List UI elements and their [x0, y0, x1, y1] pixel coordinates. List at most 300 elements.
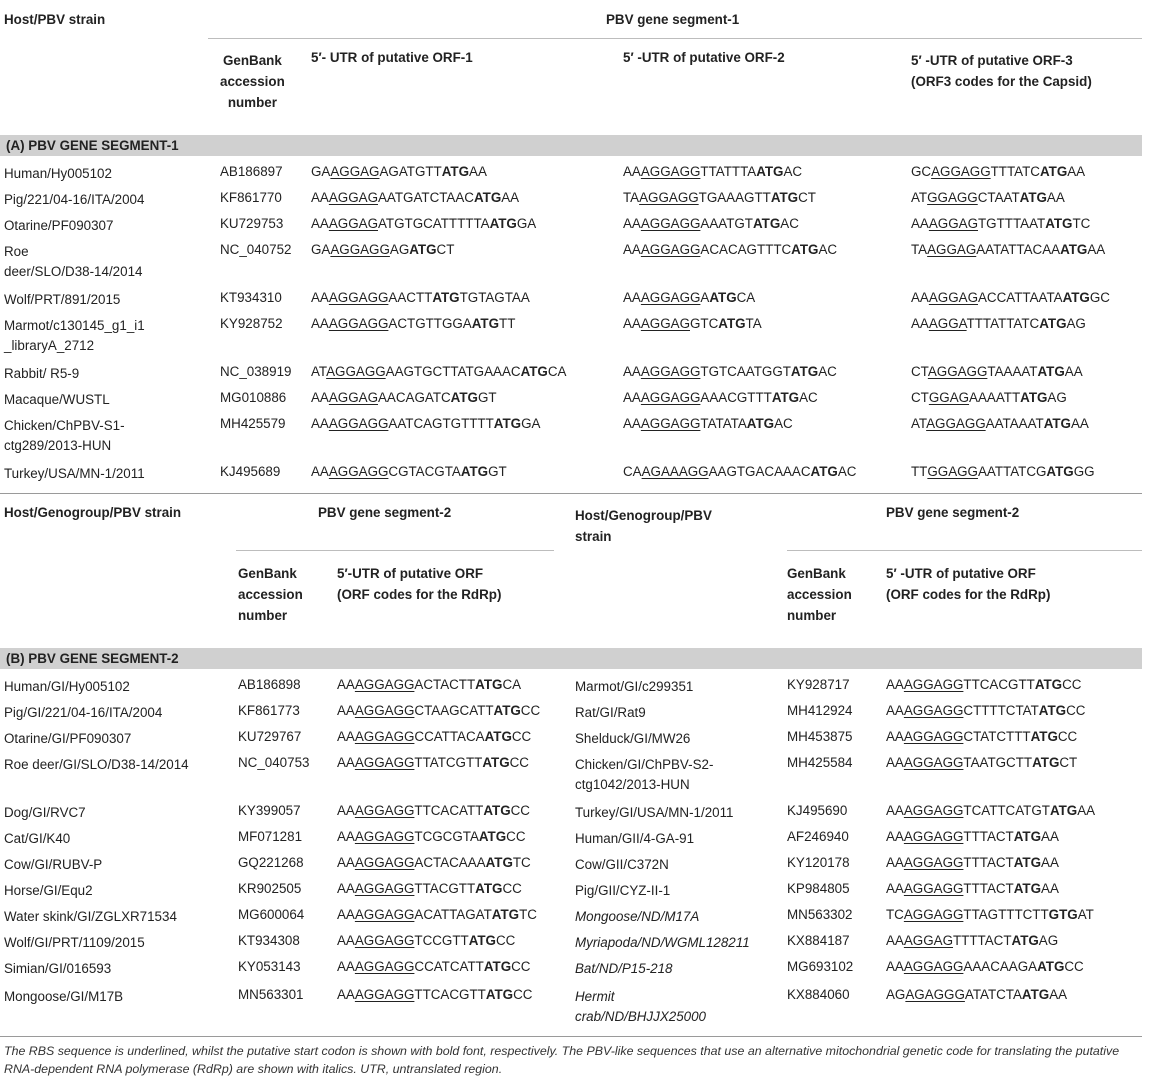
sequence-segment: TGTAGTAA [459, 290, 530, 305]
sequence-segment: CC [513, 987, 533, 1002]
start-codon: ATG [432, 290, 460, 305]
sequence-segment: ACATTAGAT [414, 907, 492, 922]
rbs-motif: AGGAGG [326, 364, 386, 379]
sequence-segment: AA [1087, 242, 1106, 257]
sequence-segment: AA [1064, 364, 1083, 379]
accession-cell: KJ495690 [787, 803, 848, 818]
host-strain-cell [575, 729, 783, 749]
rbs-motif: AGGAGG [903, 881, 964, 896]
sequence-segment: CC [511, 959, 531, 974]
sequence-segment: AA [337, 881, 355, 896]
rdrp-utr-cell [886, 729, 1077, 744]
orf1-utr-cell [311, 464, 507, 479]
orf3-utr-cell [911, 390, 1067, 405]
rdrp-utr-cell [337, 703, 540, 718]
orf1-utr-cell [311, 364, 566, 379]
sequence-segment: AC [818, 364, 837, 379]
host-line: Rabbit/ R5-9 [4, 366, 80, 381]
sequence-segment: AA [623, 364, 641, 379]
sequence-segment: CC [1062, 677, 1082, 692]
orf2-header: 5′ -UTR of putative ORF-2 [623, 50, 785, 65]
host-strain-cell [575, 677, 783, 697]
start-codon: ATG [409, 242, 437, 257]
rbs-motif: AGGA [928, 316, 967, 331]
orf2-utr-cell [623, 290, 755, 305]
host-line: Simian/GI/016593 [4, 961, 112, 976]
sequence-segment: AT [911, 416, 927, 431]
host-strain-cell [4, 729, 234, 749]
orf3-utr-cell [911, 216, 1090, 231]
accession-cell: KX884187 [787, 933, 850, 948]
sequence-segment: TTTATC [990, 164, 1040, 179]
start-codon: ATG [450, 390, 478, 405]
orf3-utr-cell [911, 364, 1083, 379]
host-strain-cell [4, 703, 234, 723]
host-strain-cell [4, 290, 204, 310]
start-codon: ATG [1011, 933, 1039, 948]
sequence-segment: GA [311, 164, 331, 179]
sequence-segment: GTC [690, 316, 719, 331]
sequence-segment: TTATTTA [700, 164, 757, 179]
accession-cell: NC_038919 [220, 364, 292, 379]
sequence-segment: TGTCAATGGT [700, 364, 791, 379]
host-strain-cell [4, 855, 234, 875]
sequence-segment: TAATGCTT [963, 755, 1033, 770]
sequence-segment: AA [623, 416, 641, 431]
host-strain-cell [575, 855, 783, 875]
start-codon: ATG [771, 390, 800, 405]
rbs-motif: AGGAGG [903, 755, 964, 770]
accession-cell: KF861770 [220, 190, 282, 205]
sequence-segment: AAACGTTT [700, 390, 772, 405]
start-codon: ATG [810, 464, 838, 479]
sequence-segment: TCATTCATGT [963, 803, 1050, 818]
host-strain-cell [4, 364, 204, 384]
sequence-segment: AA [1046, 190, 1065, 205]
sequence-segment: CGTACGTA [388, 464, 461, 479]
rbs-motif: AGGAGG [354, 829, 415, 844]
host-strain-cell [4, 242, 204, 282]
sequence-segment: AA [1041, 881, 1059, 896]
host-strain-cell [4, 829, 234, 849]
sequence-segment: TGTTTAAT [978, 216, 1046, 231]
start-codon: ATG [1046, 464, 1074, 479]
orf1-utr-cell [311, 290, 530, 305]
accession-cell: KY399057 [238, 803, 301, 818]
sequence-segment: AATAAAT [985, 416, 1044, 431]
accession-cell: AB186897 [220, 164, 283, 179]
start-codon: ATG [790, 364, 819, 379]
host-line: _libraryA_2712 [4, 338, 95, 353]
rbs-motif: AGGAG [927, 242, 977, 257]
sequence-segment: AA [311, 416, 329, 431]
sequence-segment: CCATTACA [414, 729, 485, 744]
accession-cell: MG600064 [238, 907, 305, 922]
start-codon: ATG [1019, 190, 1047, 205]
sequence-segment: TA [745, 316, 762, 331]
sequence-segment: GA [311, 242, 331, 257]
host-strain-cell [4, 959, 234, 979]
host-line: Wolf/GI/PRT/1109/2015 [4, 935, 145, 950]
sequence-segment: AA [886, 677, 904, 692]
sequence-segment: TA [911, 242, 928, 257]
orf2-utr-cell [623, 416, 793, 431]
host-line: Cat/GI/K40 [4, 831, 71, 846]
rbs-motif: AGGAGG [354, 703, 415, 718]
rdrp-utr-cell [337, 907, 537, 922]
sequence-segment: AA [1067, 164, 1086, 179]
sequence-segment: AC [774, 416, 793, 431]
start-codon: ATG [471, 316, 500, 331]
orf3-utr-cell [911, 464, 1095, 479]
host-line: Human/GII/4-GA-91 [575, 831, 695, 846]
rbs-motif: AGGAGG [927, 364, 988, 379]
sequence-segment: AA [911, 316, 929, 331]
rbs-motif: AGGAGG [640, 242, 701, 257]
orf2-utr-cell [623, 164, 802, 179]
orf1-utr-cell [311, 316, 515, 331]
rbs-motif: AGGAG [328, 216, 378, 231]
sequence-segment: GA [516, 216, 537, 231]
header-divider [208, 38, 1142, 39]
rdrp-utr-cell [886, 959, 1084, 974]
rdrp-utr-cell [886, 755, 1077, 770]
host-strain-cell [575, 959, 783, 979]
orf2-utr-cell [623, 316, 762, 331]
sequence-segment: CC [502, 881, 522, 896]
sequence-segment: TT [499, 316, 516, 331]
accession-cell: KJ495689 [220, 464, 281, 479]
accession-cell: KX884060 [787, 987, 850, 1002]
sequence-segment: AT [911, 190, 928, 205]
rbs-motif: AGGAGG [354, 881, 415, 896]
rbs-motif: AGGAGG [903, 729, 964, 744]
sequence-segment: TA [623, 190, 640, 205]
sequence-segment: AA [337, 855, 355, 870]
host-strain-cell [575, 933, 783, 953]
orf-header-line: 5′ -UTR of putative ORF [886, 566, 1036, 581]
sequence-segment: AA [886, 933, 904, 948]
sequence-segment: TTTACT [963, 881, 1014, 896]
sequence-segment: AA [337, 729, 355, 744]
rbs-motif: AGGAGG [354, 855, 415, 870]
sequence-segment: CCATCATT [414, 959, 484, 974]
accession-cell: KY928717 [787, 677, 850, 692]
sequence-segment: GT [477, 390, 497, 405]
start-codon: ATG [475, 677, 503, 692]
sequence-segment: AA [1077, 803, 1096, 818]
sequence-segment: AAGTGCTTATGAAAC [385, 364, 521, 379]
rbs-motif: AGGAG [903, 933, 953, 948]
orf3-utr-cell [911, 190, 1065, 205]
host-line: Human/Hy005102 [4, 166, 112, 181]
start-codon: ATG [491, 907, 520, 922]
start-codon: ATG [756, 164, 784, 179]
rbs-motif: AGGAGG [328, 316, 389, 331]
rdrp-utr-cell [337, 855, 531, 870]
host-strain-cell [4, 933, 234, 953]
sequence-segment: AATGATCTAAC [378, 190, 474, 205]
orf-header-b-left [337, 563, 501, 605]
host-strain-cell [4, 316, 204, 356]
rdrp-utr-cell [337, 803, 530, 818]
host-line: Macaque/WUSTL [4, 392, 110, 407]
section-a-title: (A) PBV GENE SEGMENT-1 [6, 138, 179, 153]
host-strain-cell [4, 416, 204, 456]
rbs-motif: GGAGG [927, 464, 978, 479]
section-a-band [0, 135, 1142, 156]
sequence-segment: ACTACTT [414, 677, 476, 692]
sequence-segment: CC [511, 729, 532, 744]
sequence-segment: TTTATTATC [966, 316, 1040, 331]
rbs-motif: AGGAGG [903, 959, 964, 974]
sequence-segment: AA [469, 164, 487, 179]
start-codon: ATG [485, 855, 513, 870]
orf3-header-line: (ORF3 codes for the Capsid) [911, 74, 1092, 89]
accession-cell: MF071281 [238, 829, 303, 844]
start-codon: ATG [460, 464, 489, 479]
sequence-segment: AA [886, 703, 904, 718]
sequence-segment: AA [311, 190, 329, 205]
orf3-utr-cell [911, 164, 1085, 179]
rbs-motif: AGGAGG [640, 164, 701, 179]
sequence-segment: CT [798, 190, 816, 205]
genbank-line: number [238, 608, 288, 623]
start-codon: ATG [489, 216, 517, 231]
sequence-segment: AA [886, 729, 904, 744]
host-line: Marmot/c130145_g1_i1 [4, 318, 145, 333]
sequence-segment: AA [1041, 829, 1059, 844]
sequence-segment: CT [1059, 755, 1078, 770]
start-codon: ATG [485, 987, 514, 1002]
host-line: Wolf/PRT/891/2015 [4, 292, 121, 307]
rdrp-utr-cell [337, 959, 530, 974]
orf1-utr-cell [311, 164, 487, 179]
start-codon: ATG [1039, 164, 1068, 179]
sequence-segment: CA [623, 464, 642, 479]
host-strain-cell [4, 464, 204, 484]
host-line: Marmot/GI/c299351 [575, 679, 694, 694]
orf1-utr-cell [311, 190, 519, 205]
start-codon: ATG [493, 703, 521, 718]
sequence-segment: CC [509, 755, 529, 770]
sequence-segment: AA [311, 216, 329, 231]
sequence-segment: AAATGT [700, 216, 753, 231]
rbs-motif: AGGAGG [354, 987, 415, 1002]
rdrp-utr-cell [337, 933, 515, 948]
sequence-segment: TTAGTTTCTT [963, 907, 1049, 922]
start-codon: ATG [746, 416, 775, 431]
rdrp-utr-cell [886, 881, 1059, 896]
accession-cell: KT934310 [220, 290, 282, 305]
orf3-utr-cell [911, 290, 1110, 305]
sequence-segment: CC [510, 803, 530, 818]
genbank-header-b-left [238, 563, 303, 626]
start-codon: ATG [478, 829, 507, 844]
sequence-segment: AA [623, 216, 641, 231]
host-line: Turkey/GI/USA/MN-1/2011 [575, 805, 734, 820]
accession-cell: KR902505 [238, 881, 302, 896]
accession-cell: MG010886 [220, 390, 287, 405]
sequence-segment: TCGCGTA [414, 829, 479, 844]
host-line: Mongoose/ND/M17A [575, 909, 700, 924]
accession-cell: NC_040753 [238, 755, 310, 770]
orf1-utr-cell [311, 242, 454, 257]
sequence-segment: AT [1077, 907, 1094, 922]
rbs-motif: AGGAGG [931, 164, 991, 179]
start-codon: ATG [520, 364, 548, 379]
start-codon: ATG [441, 164, 470, 179]
rbs-motif: AGGAGG [354, 755, 415, 770]
start-codon: ATG [1013, 881, 1042, 896]
sequence-segment: TTCACGTT [963, 677, 1035, 692]
sequence-segment: CT [911, 390, 929, 405]
rbs-motif: AGGAGG [639, 190, 699, 205]
host-line: Cow/GI/RUBV-P [4, 857, 103, 872]
sequence-segment: AC [783, 164, 803, 179]
sequence-segment: TTTACT [963, 829, 1014, 844]
rbs-motif: AGGAGG [354, 803, 415, 818]
orf3-header [911, 50, 1092, 92]
sequence-segment: TC [519, 907, 537, 922]
sequence-segment: ACTACAAA [414, 855, 486, 870]
host-line: Mongoose/GI/M17B [4, 989, 124, 1004]
sequence-segment: TATATA [700, 416, 747, 431]
orf1-utr-cell [311, 390, 497, 405]
start-codon: ATG [1034, 677, 1063, 692]
orf3-utr-cell [911, 316, 1086, 331]
genbank-line: accession [238, 587, 303, 602]
start-codon: ATG [1021, 987, 1050, 1002]
host-line: Bat/ND/P15-218 [575, 961, 673, 976]
rdrp-utr-cell [886, 987, 1067, 1002]
orf3-utr-cell [911, 416, 1089, 431]
start-codon: ATG [468, 933, 496, 948]
host-line: ctg1042/2013-HUN [575, 777, 690, 792]
sequence-segment: ACTGTTGGA [388, 316, 472, 331]
genbank-header-b-right [787, 563, 852, 626]
sequence-segment: AA [886, 755, 904, 770]
sequence-segment: TTTTACT [953, 933, 1012, 948]
host-line: Water skink/GI/ZGLXR71534 [4, 909, 177, 924]
rbs-motif: AGAGGG [905, 987, 965, 1002]
rbs-motif: AGGAGG [354, 729, 415, 744]
sequence-segment: TTCACGTT [414, 987, 486, 1002]
rbs-motif: AGGAGG [903, 855, 964, 870]
sequence-segment: TT [911, 464, 928, 479]
start-codon: ATG [1030, 729, 1058, 744]
sequence-segment: AA [501, 190, 520, 205]
host-line: Dog/GI/RVC7 [4, 805, 86, 820]
rdrp-utr-cell [886, 907, 1094, 922]
sequence-segment: AG [1047, 390, 1067, 405]
sequence-segment: TTCACATT [414, 803, 484, 818]
sequence-segment: AG [1066, 316, 1086, 331]
host-strain-cell [4, 390, 204, 410]
sequence-segment: AT [311, 364, 327, 379]
rbs-motif: AGGAGG [328, 290, 389, 305]
sequence-segment: TCCGTT [414, 933, 469, 948]
sequence-segment: GG [1073, 464, 1095, 479]
start-codon: ATG [473, 190, 502, 205]
rbs-motif: AGGAGG [640, 364, 701, 379]
orf1-header: 5′- UTR of putative ORF-1 [311, 50, 473, 65]
sequence-segment: CA [547, 364, 567, 379]
host-line: deer/SLO/D38-14/2014 [4, 264, 143, 279]
sequence-segment: AA [886, 829, 904, 844]
sequence-segment: TTTACT [963, 855, 1014, 870]
start-codon: ATG [1043, 416, 1071, 431]
host-line: Roe [4, 244, 29, 259]
sequence-segment: AA [911, 290, 929, 305]
sequence-segment: AA [886, 803, 904, 818]
sequence-segment: AA [337, 933, 355, 948]
host-line: Otarine/GI/PF090307 [4, 731, 132, 746]
host-strain-header: Host/PBV strain [4, 12, 106, 27]
host-strain-cell [4, 907, 234, 927]
sequence-segment: AATTATCG [977, 464, 1047, 479]
rdrp-utr-cell [886, 855, 1059, 870]
sequence-segment: CT [436, 242, 455, 257]
genbank-line: number [227, 95, 277, 110]
rbs-motif: AGGAG [330, 164, 380, 179]
host-strain-cell [575, 881, 783, 901]
orf2-utr-cell [623, 390, 818, 405]
sequence-segment: AC [818, 242, 838, 257]
rbs-motif: AGGAGG [328, 416, 389, 431]
accession-cell: KY053143 [238, 959, 301, 974]
host-line: Pig/GII/CYZ-II-1 [575, 883, 671, 898]
host-header-line: strain [575, 529, 612, 544]
sequence-segment: A [700, 290, 710, 305]
sequence-segment: AA [623, 164, 641, 179]
sequence-segment: AACTT [388, 290, 433, 305]
sequence-segment: GC [1089, 290, 1110, 305]
host-genogroup-header-right [575, 505, 712, 547]
rbs-motif: AGGAGG [903, 907, 964, 922]
sequence-segment: AA [337, 907, 355, 922]
start-codon: GTG [1048, 907, 1078, 922]
sequence-segment: ACCATTAATA [978, 290, 1063, 305]
orf2-utr-cell [623, 216, 799, 231]
accession-cell: MH425584 [787, 755, 853, 770]
host-strain-cell [4, 803, 234, 823]
host-strain-cell [575, 703, 783, 723]
sequence-segment: CT [911, 364, 928, 379]
host-line: Shelduck/GI/MW26 [575, 731, 691, 746]
start-codon: ATG [1045, 216, 1073, 231]
sequence-segment: GA [521, 416, 541, 431]
header-divider [236, 550, 554, 551]
accession-cell: KT934308 [238, 933, 300, 948]
accession-cell: MN563301 [238, 987, 304, 1002]
sequence-segment: AGATGTT [379, 164, 442, 179]
accession-cell: KU729753 [220, 216, 284, 231]
sequence-segment: AAAATT [969, 390, 1021, 405]
host-line: Pig/221/04-16/ITA/2004 [4, 192, 145, 207]
host-strain-cell [4, 216, 204, 236]
rbs-motif: AGGAG [928, 216, 978, 231]
orf2-utr-cell [623, 364, 837, 379]
sequence-segment: AA [911, 216, 929, 231]
host-line: Horse/GI/Equ2 [4, 883, 93, 898]
start-codon: ATG [1037, 959, 1065, 974]
genbank-line: GenBank [238, 566, 297, 581]
orf2-utr-cell [623, 464, 856, 479]
host-line: Cow/GII/C372N [575, 857, 669, 872]
host-strain-cell [575, 755, 783, 795]
sequence-segment: AATATTACAA [976, 242, 1061, 257]
